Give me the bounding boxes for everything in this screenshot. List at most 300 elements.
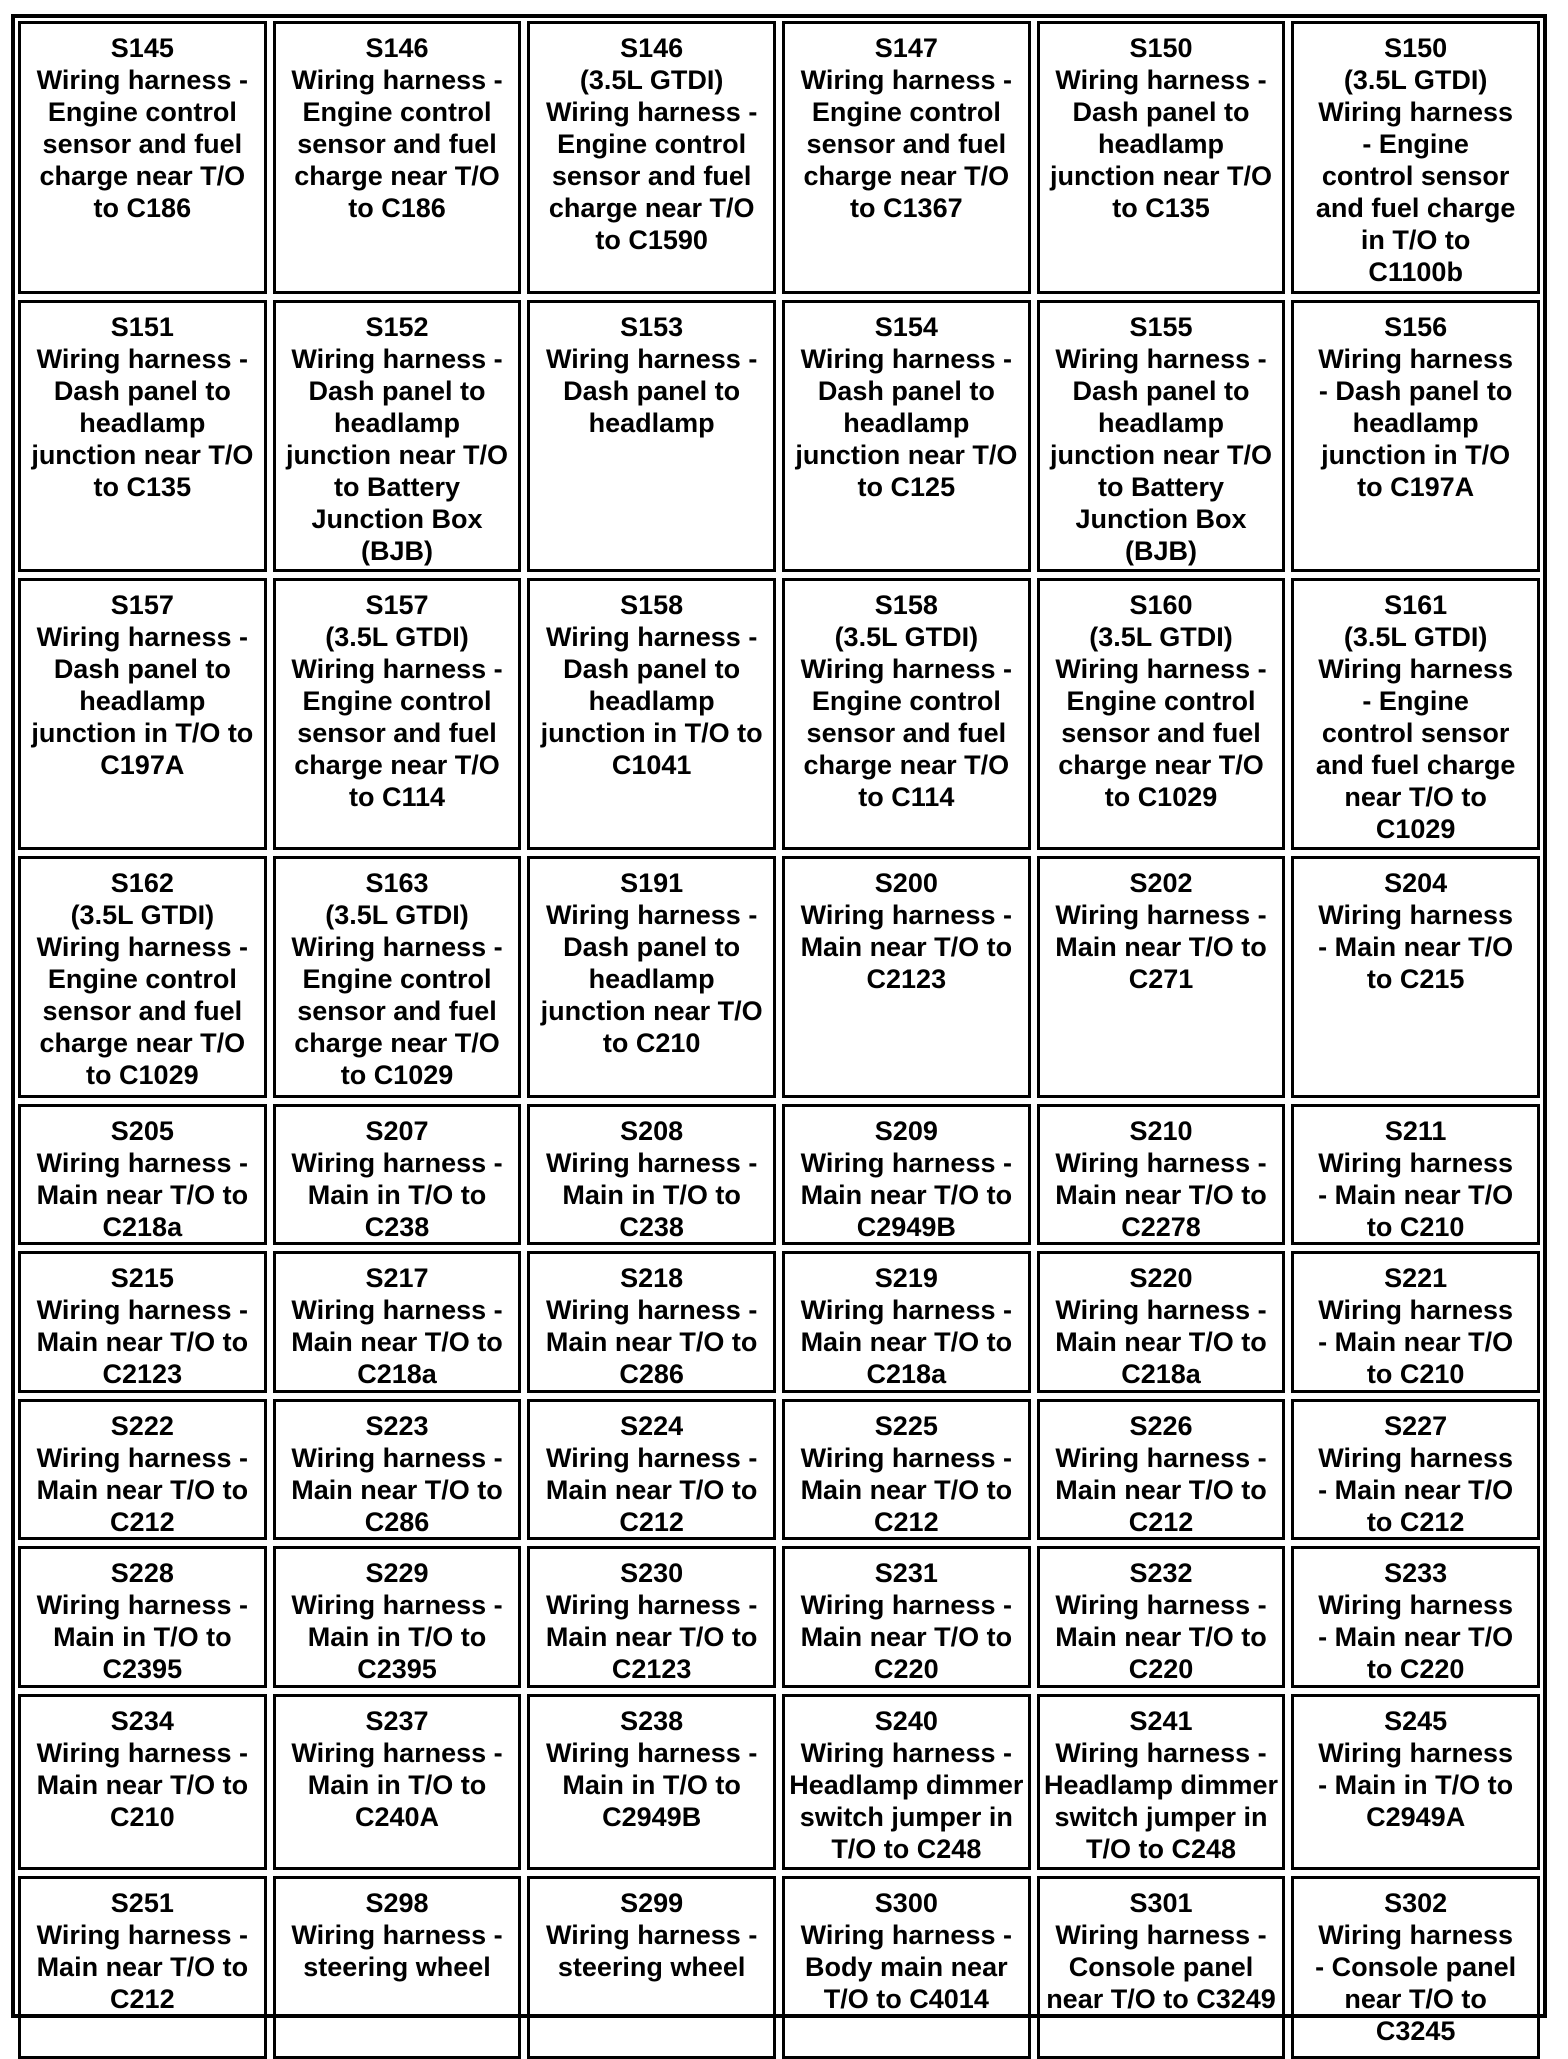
splice-description-line: steering wheel [557,1952,746,1982]
splice-description-line: Wiring harness - [291,1590,503,1620]
splice-description-line: headlamp [1097,408,1225,438]
splice-description-line: Wiring harness [1318,654,1514,684]
splice-id: S155 [1129,312,1193,342]
splice-description-line: Main near T/O to [1055,932,1267,962]
splice-description-line: (3.5L GTDI) [1343,65,1488,95]
table-cell [273,1546,522,1688]
splice-description-line: C210 [110,1802,175,1832]
splice-id: S298 [365,1888,429,1918]
splice-description-line: (3.5L GTDI) [1089,622,1233,652]
splice-description-line: - Engine [1362,686,1469,716]
splice-description-line: Engine control [47,97,237,127]
table-cell [782,1694,1031,1870]
splice-description-line: C2395 [102,1654,183,1684]
splice-id: S300 [874,1888,938,1918]
splice-description-line: Wiring harness - [800,344,1012,374]
splice-description-line: Engine control [302,964,492,994]
splice-description-line: headlamp [79,408,206,438]
splice-description-line: to C210 [1366,1359,1465,1389]
splice-id: S160 [1129,590,1193,620]
splice-id: S200 [874,868,938,898]
splice-description-line: Main near T/O to [1055,1180,1267,1210]
splice-description-line: to C212 [1366,1507,1465,1537]
table-cell [18,21,267,294]
splice-description-line: C3245 [1375,2016,1456,2046]
splice-id: S224 [620,1411,684,1441]
splice-description-line: sensor and fuel [42,996,243,1026]
table-cell [1291,1251,1540,1393]
splice-id: S207 [365,1116,429,1146]
table-cell [527,578,776,850]
splice-description-line: Engine control [302,686,492,716]
splice-id: S152 [365,312,429,342]
splice-description-line: junction in T/O [1321,440,1511,470]
splice-description-line: Wiring harness - [1055,1295,1267,1325]
splice-description-line: C212 [619,1507,684,1537]
splice-description-line: sensor and fuel [551,161,752,191]
splice-description-line: junction near T/O [795,440,1018,470]
table-cell [1291,1546,1540,1688]
table-cell [527,1694,776,1870]
splice-description-line: Main near T/O to [36,1952,249,1982]
splice-description-line: C2123 [611,1654,692,1684]
splice-description-line: Wiring harness [1318,1738,1514,1768]
splice-description-line: to C1029 [86,1060,199,1090]
splice-description-line: to C135 [1112,193,1210,223]
table-cell [18,1251,267,1393]
table-cell [273,1694,522,1870]
splice-description-line: Engine control [811,686,1001,716]
splice-description-line: Main in T/O to [562,1770,741,1800]
splice-description-line: Wiring harness - [546,97,758,127]
splice-description-line: Main near T/O to [1055,1475,1267,1505]
splice-description-line: headlamp [588,408,715,438]
splice-id: S302 [1384,1888,1448,1918]
splice-description-line: Main near T/O to [291,1475,503,1505]
splice-id: S228 [110,1558,174,1588]
splice-description-line: Main in T/O to [307,1180,487,1210]
table-cell [527,21,776,294]
splice-description-line: junction near T/O [540,996,763,1026]
splice-description-line: C212 [1128,1507,1194,1537]
splice-description-line: C2949B [602,1802,702,1832]
table-cell [273,856,522,1098]
splice-description-line: (3.5L GTDI) [834,622,979,652]
splice-description-line: Wiring harness - [800,900,1012,930]
splice-description-line: Main in T/O to [562,1180,741,1210]
splice-id: S238 [620,1706,684,1736]
table-cell [1291,578,1540,850]
splice-description-line: to C114 [858,782,955,812]
splice-description-line: charge near T/O [39,161,246,191]
splice-description-line: Dash panel to [53,654,231,684]
table-cell [1037,1251,1286,1393]
splice-description-line: to C210 [1366,1212,1465,1242]
splice-description-line: T/O to C248 [831,1834,982,1864]
splice-id: S225 [874,1411,938,1441]
table-cell [1037,856,1286,1098]
splice-description-line: Dash panel to [563,654,741,684]
table-cell [527,856,776,1098]
splice-description-line: junction near T/O [285,440,508,470]
splice-description-line: Junction Box [1075,504,1247,534]
splice-description-line: Dash panel to [1072,97,1250,127]
splice-description-line: Wiring harness - [1055,65,1267,95]
splice-id: S229 [365,1558,429,1588]
splice-description-line: to C186 [348,193,446,223]
table-cell [1037,1399,1286,1540]
splice-description-line: C238 [619,1212,684,1242]
splice-id: S218 [620,1263,684,1293]
splice-id: S161 [1384,590,1448,620]
splice-description-line: Main near T/O to [545,1475,758,1505]
table-cell [1037,21,1286,294]
splice-description-line: Main near T/O to [36,1327,249,1357]
splice-description-line: and fuel charge [1315,750,1516,780]
splice-id: S241 [1129,1706,1193,1736]
splice-description-line: C240A [354,1802,440,1832]
splice-description-line: charge near T/O [1058,750,1264,780]
splice-description-line: C286 [619,1359,684,1389]
splice-description-line: C218a [102,1212,183,1242]
splice-description-line: Wiring harness - [36,1148,248,1178]
splice-id: S146 [620,33,684,63]
splice-description-line: Wiring harness - [36,1590,248,1620]
splice-description-line: Dash panel to [563,932,741,962]
splice-description-line: Wiring harness [1318,1148,1514,1178]
splice-description-line: control sensor [1321,718,1510,748]
splice-description-line: Wiring harness - [800,1738,1012,1768]
splice-description-line: switch jumper in [799,1802,1013,1832]
splice-id: S240 [874,1706,938,1736]
splice-description-line: Dash panel to [563,376,741,406]
splice-description-line: Engine control [302,97,492,127]
splice-description-line: Wiring harness [1318,1920,1514,1950]
splice-description-line: Wiring harness - [36,344,248,374]
splice-description-line: to C186 [93,193,192,223]
splice-description-line: (3.5L GTDI) [1343,622,1488,652]
splice-id: S157 [110,590,174,620]
splice-id: S299 [620,1888,684,1918]
splice-description-line: Wiring harness - [1055,1920,1267,1950]
splice-description-line: Wiring harness - [36,1920,248,1950]
table-cell [273,300,522,572]
splice-id: S233 [1384,1558,1448,1588]
splice-id: S219 [874,1263,938,1293]
table-cell [18,856,267,1098]
splice-id: S227 [1384,1411,1448,1441]
splice-description-line: (3.5L GTDI) [325,622,469,652]
splice-description-line: Wiring harness - [291,932,503,962]
splice-id: S245 [1384,1706,1448,1736]
splice-description-line: Engine control [1066,686,1256,716]
splice-description-line: Wiring harness - [546,1920,758,1950]
table-cell [782,1399,1031,1540]
splice-description-line: Main near T/O to [545,1327,758,1357]
table-cell [18,578,267,850]
splice-description-line: headlamp [588,686,715,716]
splice-description-line: Wiring harness - [36,1443,248,1473]
splice-description-line: Main near T/O to [800,932,1013,962]
splice-description-line: Wiring harness - [546,900,758,930]
splice-description-line: Wiring harness - [291,654,503,684]
splice-description-line: headlamp [333,408,461,438]
splice-description-line: junction near T/O [1049,161,1272,191]
splice-id: S222 [110,1411,174,1441]
splice-description-line: - Console panel [1315,1952,1517,1982]
table-cell [273,1399,522,1540]
splice-description-line: (3.5L GTDI) [325,900,469,930]
splice-description-line: Wiring harness - [800,65,1012,95]
splice-description-line: charge near T/O [294,750,500,780]
splice-id: S223 [365,1411,429,1441]
splice-description-line: C2949B [856,1212,956,1242]
splice-description-line: Wiring harness - [800,1295,1012,1325]
splice-description-line: C212 [874,1507,939,1537]
table-cell [527,1546,776,1688]
splice-id: S208 [620,1116,684,1146]
splice-description-line: Junction Box [311,504,483,534]
splice-id: S221 [1384,1263,1448,1293]
splice-description-line: C212 [110,1984,175,2014]
splice-description-line: - Dash panel to [1318,376,1513,406]
splice-description-line: Main near T/O to [800,1327,1013,1357]
splice-description-line: Engine control [811,97,1001,127]
splice-id: S234 [110,1706,174,1736]
splice-description-line: Main near T/O to [291,1327,503,1357]
splice-description-line: Wiring harness - [291,65,503,95]
splice-description-line: Wiring harness - [36,1295,248,1325]
splice-description-line: (BJB) [1124,536,1197,566]
splice-description-line: to C1029 [340,1060,454,1090]
splice-description-line: Wiring harness - [546,344,758,374]
splice-description-line: headlamp [588,964,715,994]
splice-description-line: C197A [100,750,185,780]
splice-description-line: C218a [866,1359,947,1389]
table-cell [273,21,522,294]
splice-description-line: charge near T/O [548,193,755,223]
splice-description-line: (BJB) [360,536,433,566]
splice-description-line: C2395 [357,1654,437,1684]
splice-description-line: in T/O to [1360,225,1471,255]
splice-description-line: to C210 [602,1028,701,1058]
splice-description-line: Wiring harness - [546,1295,758,1325]
splice-description-line: Wiring harness [1318,1295,1514,1325]
splice-description-line: C2123 [866,964,947,994]
splice-description-line: Wiring harness [1318,97,1514,127]
splice-description-line: Wiring harness - [291,1443,503,1473]
splice-id: S231 [874,1558,938,1588]
splice-description-line: to C135 [93,472,192,502]
splice-id: S146 [365,33,429,63]
table-cell [18,1694,267,1870]
splice-description-line: Wiring harness - [36,1738,248,1768]
splice-description-line: Wiring harness - [36,932,248,962]
splice-id: S237 [365,1706,429,1736]
splice-description-line: Main in T/O to [307,1622,487,1652]
splice-description-line: Dash panel to [53,376,231,406]
splice-description-line: sensor and fuel [297,129,497,159]
table-cell [18,300,267,572]
splice-description-line: Wiring harness - [1055,1148,1267,1178]
splice-description-line: - Main near T/O [1318,1327,1514,1357]
table-cell [782,856,1031,1098]
table-cell [782,578,1031,850]
splice-description-line: - Main in T/O to [1318,1770,1514,1800]
splice-id: S226 [1129,1411,1193,1441]
table-cell [782,21,1031,294]
splice-description-line: sensor and fuel [806,718,1007,748]
splice-description-line: C1029 [1375,814,1456,844]
splice-description-line: Main near T/O to [36,1770,249,1800]
table-cell [18,1546,267,1688]
splice-description-line: steering wheel [303,1952,491,1982]
splice-description-line: Wiring harness - [800,1590,1012,1620]
splice-id: S220 [1129,1263,1193,1293]
splice-description-line: Wiring harness - [1055,1590,1267,1620]
splice-description-line: to C220 [1366,1654,1465,1684]
splice-description-line: Wiring harness - [546,622,758,652]
table-cell [1291,1694,1540,1870]
splice-description-line: Wiring harness - [1055,654,1267,684]
splice-description-line: (3.5L GTDI) [579,65,724,95]
splice-description-line: junction near T/O [1049,440,1272,470]
splice-description-line: to C1590 [595,225,708,255]
splice-description-line: C218a [357,1359,437,1389]
splice-description-line: Engine control [47,964,237,994]
splice-id: S251 [110,1888,174,1918]
splice-description-line: to C197A [1357,472,1475,502]
splice-description-line: sensor and fuel [297,996,497,1026]
table-cell [1037,578,1286,850]
table-cell [527,1104,776,1245]
splice-description-line: to C215 [1366,964,1465,994]
splice-description-line: Wiring harness - [1055,344,1267,374]
table-cell [782,1104,1031,1245]
splice-description-line: Main near T/O to [1055,1327,1267,1357]
splice-description-line: T/O to C248 [1085,1834,1236,1864]
table-cell [1291,856,1540,1098]
splice-id: S202 [1129,868,1193,898]
splice-description-line: near T/O to [1344,782,1487,812]
splice-description-line: Main near T/O to [545,1622,758,1652]
table-cell [1291,1399,1540,1540]
splice-description-line: Main near T/O to [36,1180,249,1210]
splice-id: S205 [110,1116,174,1146]
table-cell [527,1251,776,1393]
splice-description-line: Wiring harness - [546,1590,758,1620]
splice-description-line: to Battery [1097,472,1224,502]
splice-id: S150 [1384,33,1448,63]
splice-description-line: Wiring harness - [546,1443,758,1473]
splice-description-line: Wiring harness - [291,1920,503,1950]
splice-description-line: - Engine [1362,129,1469,159]
splice-description-line: junction near T/O [31,440,254,470]
splice-description-line: Wiring harness [1318,900,1514,930]
splice-description-line: C1041 [611,750,692,780]
splice-id: S209 [874,1116,938,1146]
table-cell [782,1546,1031,1688]
table-cell [782,1251,1031,1393]
splice-description-line: Headlamp dimmer [789,1770,1024,1800]
table-cell [273,578,522,850]
table-cell [1037,1694,1286,1870]
splice-id: S147 [874,33,938,63]
splice-description-line: near T/O to [1344,1984,1487,2014]
splice-description-line: Engine control [557,129,747,159]
splice-description-line: control sensor [1321,161,1510,191]
splice-description-line: to C1367 [850,193,963,223]
splice-id: S151 [110,312,174,342]
splice-id: S157 [365,590,429,620]
splice-id: S204 [1384,868,1448,898]
splice-description-line: near T/O to C3249 [1046,1984,1276,2014]
table-cell [1291,1104,1540,1245]
table-cell [782,300,1031,572]
splice-description-line: (3.5L GTDI) [70,900,215,930]
splice-id: S154 [874,312,938,342]
splice-description-line: Main in T/O to [53,1622,232,1652]
splice-description-line: to C125 [857,472,956,502]
splice-description-line: Console panel [1068,1952,1254,1982]
table-cell [18,1104,267,1245]
splice-description-line: T/O to C4014 [823,1984,989,2014]
splice-description-line: Wiring harness [1318,1590,1514,1620]
splice-description-line: - Main near T/O [1318,1475,1514,1505]
splice-description-line: to C114 [348,782,446,812]
splice-description-line: headlamp [79,686,206,716]
splice-description-line: C212 [110,1507,175,1537]
splice-description-line: Wiring harness [1318,1443,1514,1473]
splice-description-line: C2123 [102,1359,183,1389]
splice-description-line: Wiring harness - [1055,900,1267,930]
table-cell [18,1399,267,1540]
splice-id: S215 [110,1263,174,1293]
splice-description-line: Wiring harness - [1055,1443,1267,1473]
splice-description-line: C218a [1121,1359,1201,1389]
table-cell [273,1104,522,1245]
splice-description-line: Wiring harness - [800,1148,1012,1178]
splice-description-line: C2278 [1121,1212,1201,1242]
splice-id: S163 [365,868,429,898]
splice-description-line: Wiring harness - [291,1148,503,1178]
splice-description-line: switch jumper in [1054,1802,1268,1832]
splice-description-line: Wiring harness - [546,1148,758,1178]
splice-description-line: Dash panel to [308,376,486,406]
table-cell [527,300,776,572]
splice-id: S158 [874,590,938,620]
splice-description-line: Main in T/O to [307,1770,487,1800]
splice-description-line: - Main near T/O [1318,1180,1514,1210]
splice-id: S145 [110,33,174,63]
splice-description-line: Wiring harness - [800,1920,1012,1950]
splice-description-line: C220 [1128,1654,1194,1684]
splice-id: S158 [620,590,684,620]
splice-description-line: - Main near T/O [1318,1622,1514,1652]
splice-description-line: C238 [364,1212,430,1242]
splice-description-line: Wiring harness - [291,1738,503,1768]
splice-description-line: Wiring harness - [291,344,503,374]
splice-description-line: Main near T/O to [800,1475,1013,1505]
splice-description-line: sensor and fuel [1061,718,1261,748]
splice-id: S210 [1129,1116,1193,1146]
splice-id: S156 [1384,312,1448,342]
splice-id: S153 [620,312,684,342]
splice-description-line: Wiring harness - [36,622,248,652]
splice-description-line: C220 [874,1654,939,1684]
splice-description-line: C2949A [1366,1802,1466,1832]
splice-description-line: charge near T/O [294,161,500,191]
